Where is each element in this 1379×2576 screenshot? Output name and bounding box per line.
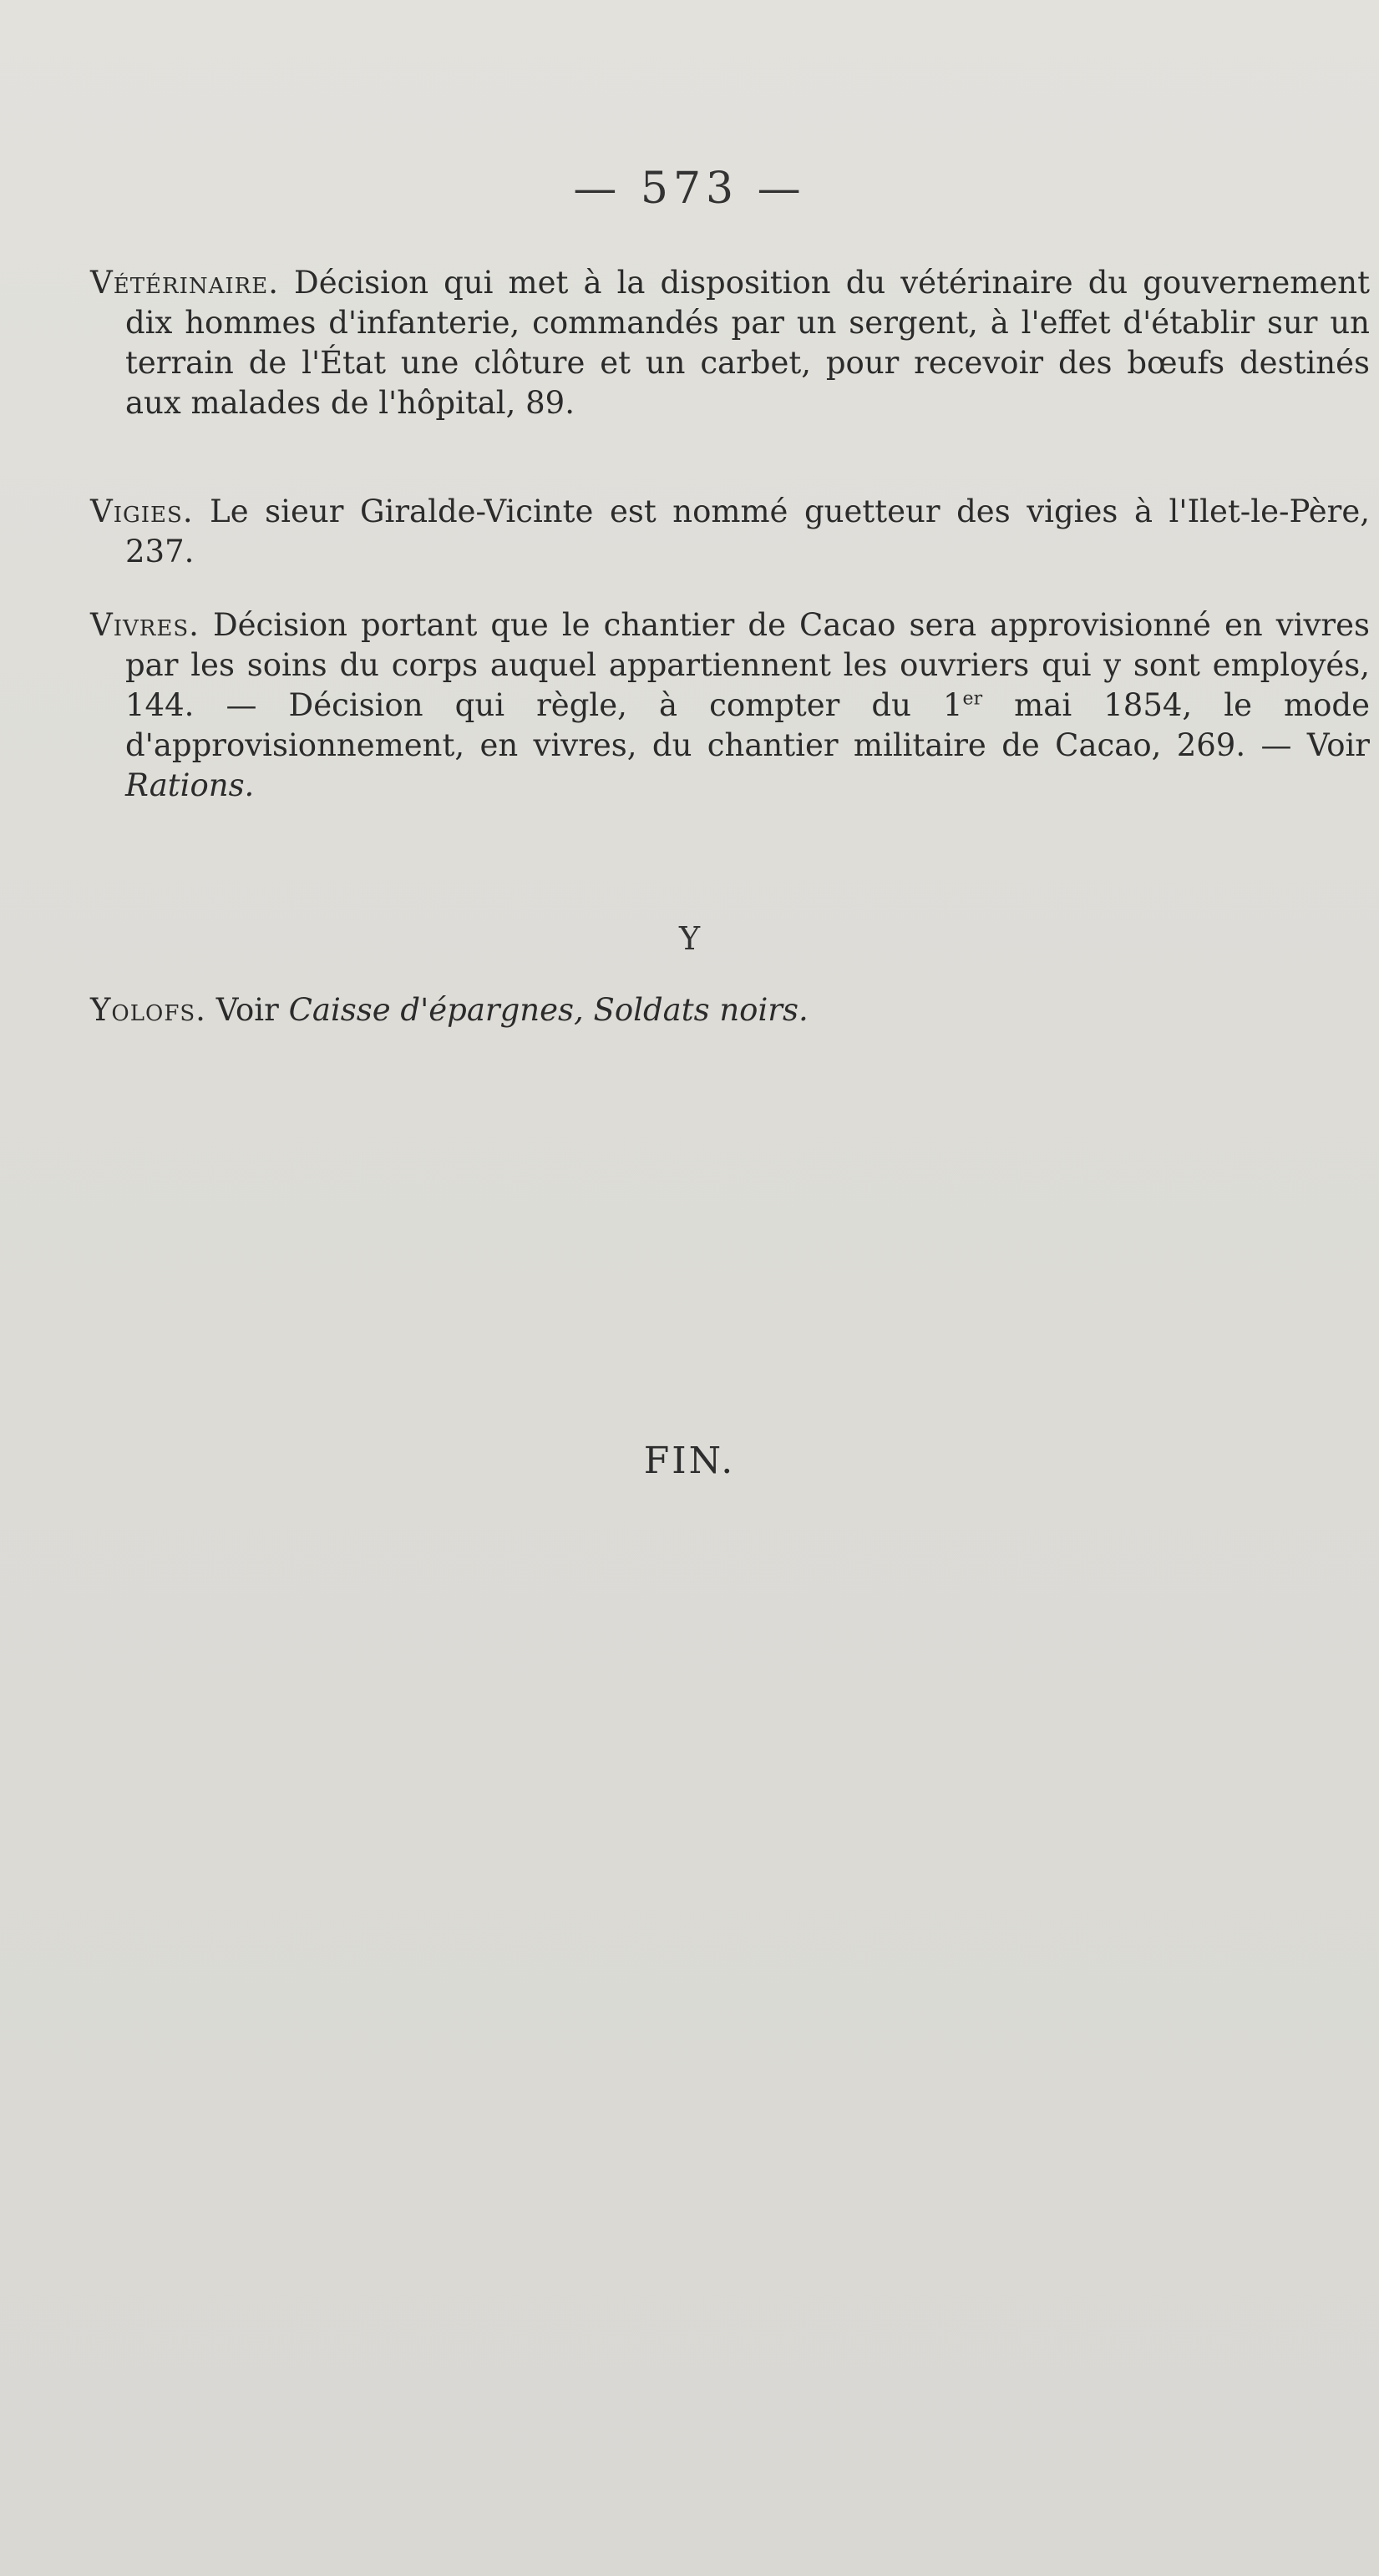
fin-label: FIN. [643,1440,736,1482]
headword-vigies: Vigies. [90,493,194,529]
superscript-er: er [962,688,983,710]
page-number: — 573 — [573,164,806,214]
section-letter: Y [678,920,701,957]
entry-text-vigies: Le sieur Giralde-Vicinte est nommé guetteur des vigies à l'Ilet-le-Père, 237. [125,493,1370,569]
entry-text-veterinaire: Décision qui met à la disposition du vétérinaire du gouvernement dix hommes d'infanterie, commandés par un sergent, à l'effet d'établir sur un terrain de l'État une clôture et un carbet, pour recevoir des bœufs destinés aux malades de l'hôpital, 89. [125,265,1370,421]
cross-reference-rations: Rations. [125,767,255,803]
entry-text-yolofs: Voir [205,992,289,1028]
entry-vivres [90,605,1370,806]
entry-text-vivres-b: mai 1854, le mode d'approvisionnement, en vivres, du chantier militaire de Cacao, 269. — Voir [125,687,1370,763]
entry-yolofs [90,990,1370,1030]
headword-veterinaire: Vétérinaire. [90,265,279,301]
entry-vigies [90,492,1370,572]
headword-vivres: Vivres. [90,607,200,643]
headword-yolofs: Yolofs. [90,992,206,1028]
entry-veterinaire [90,263,1370,423]
entry-text-vivres-a: Décision portant que le chantier de Cacao sera approvisionné en vivres par les soins du corps auquel appartiennent les ouvriers qui y sont employés, 144. — Décision qui règle, à compter du 1 [125,607,1370,723]
cross-reference-yolofs: Caisse d'épargnes, Soldats noirs. [288,992,809,1028]
